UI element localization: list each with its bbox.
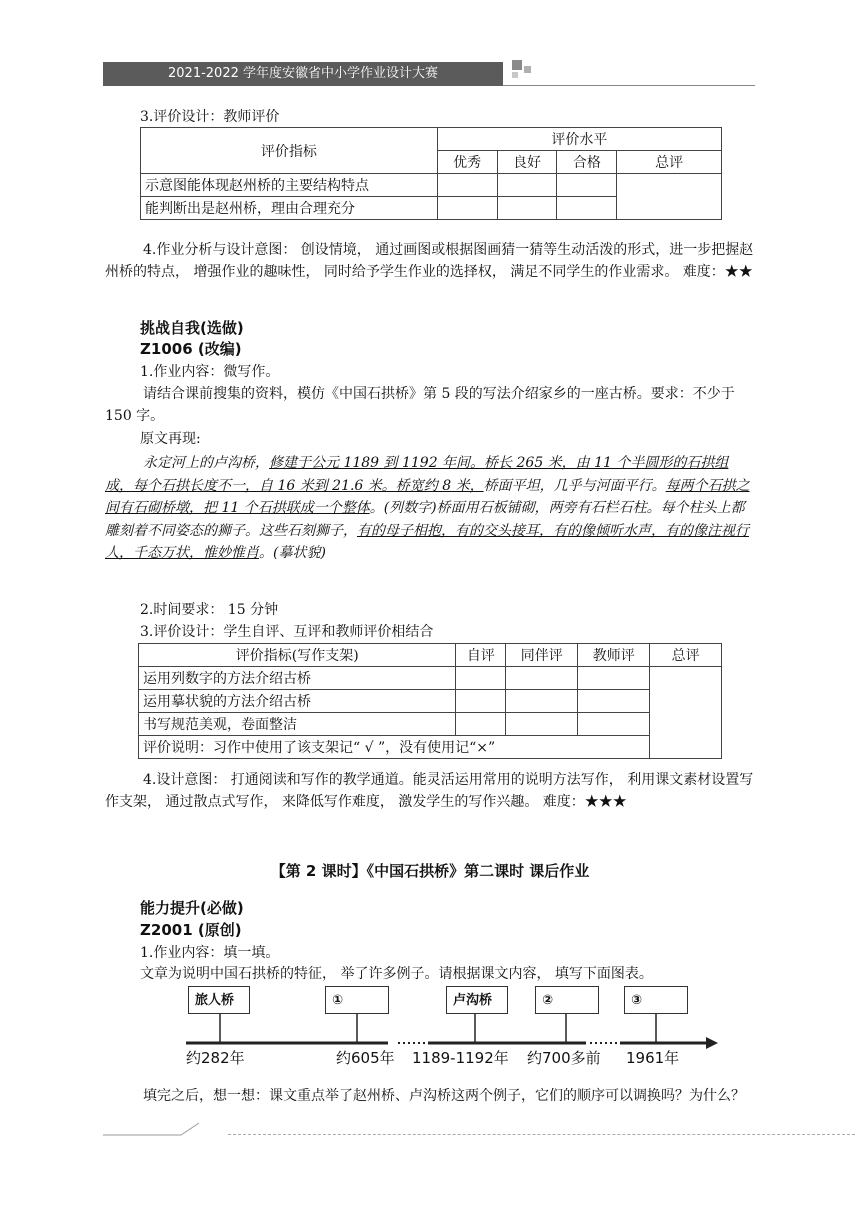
header-rule <box>503 85 755 86</box>
task-paragraph: 请结合课前搜集的资料，模仿《中国石拱桥》第 5 段的写法介绍家乡的一座古桥。要求：不少于 150 字。 <box>105 386 735 424</box>
eval-heading-2: 3.评价设计：学生自评、互评和教师评价相结合 <box>140 624 434 640</box>
table-cell[interactable] <box>578 667 650 690</box>
item-code: Z1006 (改编) <box>140 340 242 358</box>
underlined-text: 每两个石拱之间有石砌桥墩，把 11 个石拱联成一个整体 <box>105 477 750 516</box>
timeline-label: 约282年 <box>186 1049 245 1067</box>
original-label: 原文再现: <box>140 431 201 447</box>
section-title: 能力提升(必做) <box>140 899 244 917</box>
analysis-paragraph: 4.作业分析与设计意图： 创设情境， 通过画图或根据图画猜一猜等生动活泼的形式，进一步把握赵州桥的特点， 增强作业的趣味性， 同时给予学生作业的选择权， 满足不同学生的作业需求。 难度：★★ <box>105 242 754 280</box>
underlined-text: 修建于公元 1189 到 1192 年间。桥长 265 米，由 11 个半圆形的石拱组成，每个石拱长度不一，自 16 米到 21.6 米。桥宽约 8 米， <box>105 455 729 494</box>
evaluation-table-2 <box>138 643 722 759</box>
table-row <box>139 713 722 736</box>
table-header: 良好 <box>497 151 557 174</box>
timeline-box[interactable]: ③ <box>624 986 688 1014</box>
table-header: 优秀 <box>437 151 497 174</box>
header-decor-square <box>524 66 531 73</box>
timeline-label: 1961年 <box>626 1049 680 1067</box>
timeline-label: 约700多前 <box>527 1049 601 1067</box>
item-code: Z2001 (原创) <box>140 921 242 939</box>
footer-decor <box>103 1122 203 1136</box>
table-row <box>139 736 722 759</box>
table-cell[interactable] <box>506 713 578 736</box>
table-cell[interactable] <box>456 713 506 736</box>
table-cell[interactable] <box>506 690 578 713</box>
timeline-box[interactable]: ① <box>325 986 389 1014</box>
table-header: 总评 <box>650 644 722 667</box>
table-header: 合格 <box>557 151 617 174</box>
section-title: 挑战自我(选做) <box>140 319 244 337</box>
table-header: 总评 <box>617 151 722 174</box>
table-cell: 运用摹状貌的方法介绍古桥 <box>139 690 456 713</box>
table-cell[interactable] <box>437 197 497 220</box>
table-cell: 运用列数字的方法介绍古桥 <box>139 667 456 690</box>
table-header: 自评 <box>456 644 506 667</box>
content-line: 1.作业内容：填一填。 <box>140 945 280 961</box>
text-span: 。(摹状貌) <box>259 545 326 561</box>
task-line: 文章为说明中国石拱桥的特征， 举了许多例子。请根据课文内容， 填写下面图表。 <box>140 966 653 982</box>
question-paragraph: 填完之后，想一想：课文重点举了赵州桥、卢沟桥这两个例子，它们的顺序可以调换吗？为什么？ <box>143 1088 745 1104</box>
table-cell[interactable] <box>617 174 722 220</box>
text-span: 桥面平坦，几乎与河面平行。 <box>483 477 666 494</box>
timeline-box: 旅人桥 <box>188 986 250 1014</box>
timeline-box: 卢沟桥 <box>446 986 508 1014</box>
table-header: 评价指标(写作支架) <box>139 644 456 667</box>
header-decor-square <box>512 72 518 78</box>
timeline-box[interactable]: ② <box>535 986 599 1014</box>
table-cell: 能判断出是赵州桥，理由合理充分 <box>141 197 438 220</box>
time-line: 2.时间要求： 15 分钟 <box>140 602 279 618</box>
table-cell[interactable] <box>497 174 557 197</box>
table-cell: 书写规范美观，卷面整洁 <box>139 713 456 736</box>
footer-rule <box>228 1134 855 1135</box>
content-line: 1.作业内容：微写作。 <box>140 364 280 380</box>
table-header: 评价水平 <box>437 128 721 151</box>
table-cell[interactable] <box>456 690 506 713</box>
timeline-label: 1189-1192年 <box>412 1049 509 1067</box>
intent-paragraph: 4.设计意图： 打通阅读和写作的教学通道。能灵活运用常用的说明方法写作， 利用课文素材设置写作支架， 通过散点式写作， 来降低写作难度， 激发学生的写作兴趣。 难度：★★★ <box>105 772 754 810</box>
original-text <box>105 452 755 565</box>
table-cell[interactable] <box>578 690 650 713</box>
text-span: 永定河上的卢沟桥， <box>143 455 269 471</box>
text-span: 。(列数字)桥面用石板铺砌，两旁有石栏石柱。每个柱头上都雕刻着不同姿态的狮子。这些石刻狮子， <box>105 500 745 539</box>
table-cell[interactable] <box>456 667 506 690</box>
table-row <box>141 174 722 197</box>
table-cell[interactable] <box>650 667 722 759</box>
table-row <box>139 690 722 713</box>
lesson-title: 【第 2 课时】《中国石拱桥》第二课时 课后作业 <box>270 862 590 880</box>
table-cell[interactable] <box>578 713 650 736</box>
eval-heading-1: 3.评价设计：教师评价 <box>140 109 280 125</box>
evaluation-table-1 <box>140 127 722 220</box>
table-header: 同伴评 <box>506 644 578 667</box>
table-cell[interactable] <box>437 174 497 197</box>
table-header: 评价指标 <box>141 128 438 174</box>
header-decor-square <box>512 60 522 70</box>
underlined-text: 有的母子相抱，有的交头接耳，有的像倾听水声，有的像注视行人，千态万状，惟妙惟肖 <box>105 522 749 561</box>
table-header: 教师评 <box>578 644 650 667</box>
table-cell[interactable] <box>557 174 617 197</box>
header-title: 2021-2022 学年度安徽省中小学作业设计大赛 <box>103 62 503 86</box>
table-row <box>139 667 722 690</box>
table-note: 评价说明：习作中使用了该支架记“ √ ”，没有使用记“×” <box>139 736 650 759</box>
table-cell[interactable] <box>506 667 578 690</box>
table-cell[interactable] <box>497 197 557 220</box>
table-cell: 示意图能体现赵州桥的主要结构特点 <box>141 174 438 197</box>
table-cell[interactable] <box>557 197 617 220</box>
timeline-label: 约605年 <box>336 1049 395 1067</box>
